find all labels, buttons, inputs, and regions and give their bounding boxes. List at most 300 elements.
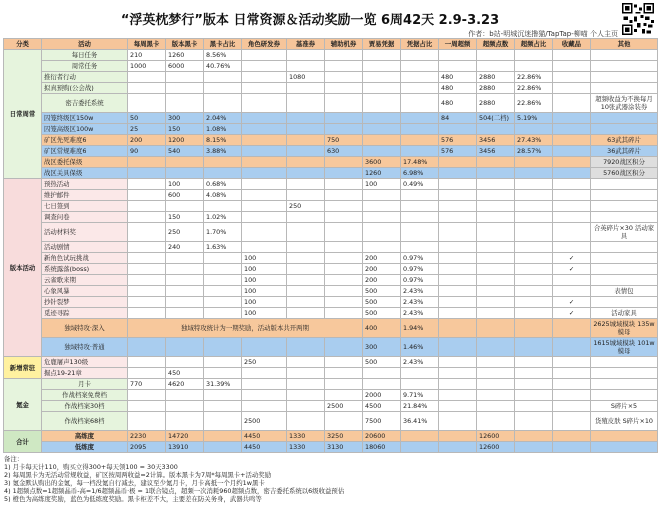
table-row [4,412,658,431]
table-cell [477,190,515,201]
table-cell [591,357,658,368]
table-cell: 4500 [363,401,401,412]
table-cell [325,124,363,135]
table-cell [242,50,287,61]
table-cell: 1260 [166,50,204,61]
table-cell [287,275,325,286]
table-cell [325,242,363,253]
table-row [4,212,658,223]
activity-name: 危鹿屠声130级 [42,357,128,368]
table-cell [401,146,439,157]
table-cell [439,212,477,223]
table-cell [591,379,658,390]
table-cell [287,264,325,275]
table-cell [204,431,242,442]
activity-name: 维护邮件 [42,190,128,201]
table-cell [591,390,658,401]
table-cell [439,124,477,135]
activity-name: 独域特攻·深入 [42,319,128,338]
table-cell: 1.63% [204,242,242,253]
table-cell: ✓ [553,253,591,264]
table-cell [166,168,204,179]
table-cell [515,212,553,223]
table-cell [363,135,401,146]
activity-name: 活动剧情 [42,242,128,253]
table-cell [439,357,477,368]
table-cell [477,253,515,264]
table-row [4,61,658,72]
table-cell [477,223,515,242]
table-cell [242,113,287,124]
table-cell: 1615城域模块 101w模母 [591,338,658,357]
table-cell [515,308,553,319]
table-cell [515,168,553,179]
table-cell: 7920战区积分 [591,157,658,168]
table-cell [591,212,658,223]
activity-name: 囚笼高级区100w [42,124,128,135]
table-cell: 独域特攻统计为一期奖励，活动版本共开两期 [128,319,363,338]
table-cell [477,61,515,72]
table-cell: 22.86% [515,83,553,94]
table-cell: 3130 [325,442,363,453]
table-cell: 3456 [477,135,515,146]
activity-name: 推衍者行动 [42,72,128,83]
table-cell [553,412,591,431]
table-cell [242,179,287,190]
table-cell [439,338,477,357]
category-cell: 日常周常 [4,50,42,179]
table-cell [287,368,325,379]
table-cell [242,94,287,113]
table-cell [401,442,439,453]
table-cell [128,368,166,379]
table-row [4,253,658,264]
table-cell [439,431,477,442]
author-credit: 作者：b站-明城沉迷撸猫/TapTap-柳喵 个人主页 [468,30,618,38]
activity-name: 月卡 [42,379,128,390]
table-cell [477,338,515,357]
table-cell [401,135,439,146]
table-cell [242,146,287,157]
activity-name: 矿区先死难度6 [42,135,128,146]
table-cell [242,135,287,146]
table-cell [242,223,287,242]
table-cell [591,113,658,124]
table-cell [128,412,166,431]
table-cell [166,72,204,83]
table-row [4,379,658,390]
table-cell [287,135,325,146]
table-cell: 2095 [128,442,166,453]
table-cell [166,308,204,319]
table-cell: 2625城域模块 135w模母 [591,319,658,338]
table-cell [128,157,166,168]
table-cell [242,124,287,135]
table-cell: ✓ [553,264,591,275]
table-cell [128,401,166,412]
table-cell [325,83,363,94]
column-header: 角色研发券 [242,39,287,50]
table-cell [363,201,401,212]
table-cell [166,297,204,308]
table-cell [515,190,553,201]
table-cell: 7500 [363,412,401,431]
column-header: 其他 [591,39,658,50]
table-cell [515,242,553,253]
table-cell [591,242,658,253]
table-cell [553,168,591,179]
table-cell [591,201,658,212]
table-cell [515,201,553,212]
table-cell: 150 [166,124,204,135]
header [0,0,660,38]
table-cell [242,201,287,212]
table-cell [128,390,166,401]
table-cell: 1000 [128,61,166,72]
table-cell: 1260 [363,168,401,179]
table-cell: 1200 [166,135,204,146]
table-cell [128,190,166,201]
table-cell: 400 [363,319,401,338]
table-cell: 480 [439,72,477,83]
table-row [4,286,658,297]
table-cell: 12600 [477,431,515,442]
column-header: 分类 [4,39,42,50]
table-cell: 2.43% [401,357,439,368]
table-cell [553,431,591,442]
table-row [4,201,658,212]
column-header: 超频点数 [477,39,515,50]
table-cell [204,157,242,168]
activity-name: 周常任务 [42,61,128,72]
table-cell: 14720 [166,431,204,442]
table-cell: 100 [242,275,287,286]
table-cell [477,124,515,135]
table-row [4,338,658,357]
table-cell [553,275,591,286]
table-cell [515,253,553,264]
table-row [4,368,658,379]
table-cell: 100 [363,179,401,190]
column-header: 活动 [42,39,128,50]
table-cell [204,201,242,212]
table-cell [287,157,325,168]
activity-name: 拟真预购(公会战) [42,83,128,94]
table-cell: 活动家具 [591,308,658,319]
table-cell [401,242,439,253]
table-cell [242,72,287,83]
table-cell [287,190,325,201]
table-cell [242,368,287,379]
table-cell [553,442,591,453]
table-cell: 36武其碎片 [591,146,658,157]
table-cell [287,124,325,135]
table-cell: 18060 [363,442,401,453]
activity-name: 系统露落(boss) [42,264,128,275]
table-cell [401,72,439,83]
table-cell: 22.86% [515,94,553,113]
table-cell [287,253,325,264]
table-cell [242,401,287,412]
table-cell [401,431,439,442]
table-cell [166,83,204,94]
table-cell [515,319,553,338]
table-cell [325,94,363,113]
table-cell [401,61,439,72]
table-cell: 0.68% [204,179,242,190]
table-cell [325,379,363,390]
table-cell [553,319,591,338]
table-cell [128,242,166,253]
table-cell [401,368,439,379]
category-cell: 氪金 [4,379,42,431]
table-cell [287,308,325,319]
table-cell [515,157,553,168]
table-cell [553,242,591,253]
table-cell [553,368,591,379]
table-cell [553,201,591,212]
table-cell [477,212,515,223]
note-line: 1) 月卡每天计110，购买立得300+每天领100 = 30天3300 [4,463,178,471]
table-cell [128,212,166,223]
table-cell [515,368,553,379]
table-cell: 27.43% [515,135,553,146]
activity-name: 低练度 [42,442,128,453]
table-cell [591,264,658,275]
table-cell [204,357,242,368]
table-cell: 0.97% [401,264,439,275]
table-cell [287,297,325,308]
table-cell [477,179,515,190]
table-cell [204,275,242,286]
activity-name: 预热活动 [42,179,128,190]
table-cell: 770 [128,379,166,390]
table-cell [242,157,287,168]
activity-name: 高练度 [42,431,128,442]
table-cell: 6000 [166,61,204,72]
table-cell [166,412,204,431]
table-cell [477,275,515,286]
table-cell [242,242,287,253]
table-cell [439,168,477,179]
table-cell [439,201,477,212]
table-cell [477,412,515,431]
table-cell [515,223,553,242]
note-line: 备注： [4,455,24,463]
table-cell: 210 [128,50,166,61]
notes-section [4,455,644,503]
table-cell: 5.19% [515,113,553,124]
table-cell: 2.43% [401,297,439,308]
table-cell: 450 [166,368,204,379]
table-cell [477,401,515,412]
table-cell [439,242,477,253]
table-cell [363,83,401,94]
table-cell [477,286,515,297]
table-cell [287,179,325,190]
table-cell: 17.48% [401,157,439,168]
table-cell [363,61,401,72]
table-cell [439,412,477,431]
table-cell: 100 [242,286,287,297]
table-cell [439,264,477,275]
table-cell [128,94,166,113]
table-cell [204,264,242,275]
table-cell [591,124,658,135]
table-cell [287,168,325,179]
table-row [4,72,658,83]
table-cell [553,83,591,94]
table-cell [287,94,325,113]
table-cell [477,297,515,308]
table-row [4,223,658,242]
table-cell [325,157,363,168]
table-row [4,135,658,146]
table-cell [166,338,204,357]
column-header: 基准券 [287,39,325,50]
table-cell: 3456 [477,146,515,157]
table-cell: 8.56% [204,50,242,61]
table-cell: S碎片×5 [591,401,658,412]
table-cell: 500 [363,297,401,308]
column-header: 凭据占比 [401,39,439,50]
table-cell [204,390,242,401]
activity-name: 活动材料奖 [42,223,128,242]
table-cell [515,338,553,357]
table-cell [401,113,439,124]
table-cell [325,357,363,368]
table-cell [204,442,242,453]
table-cell [363,379,401,390]
table-cell [325,275,363,286]
table-row [4,431,658,442]
activity-name: 战区委托保级 [42,157,128,168]
table-cell [477,390,515,401]
table-cell [204,338,242,357]
table-cell [439,442,477,453]
table-row [4,357,658,368]
table-cell [204,401,242,412]
table-cell [439,253,477,264]
table-cell: ✓ [553,297,591,308]
table-cell [128,83,166,94]
activity-name: 云雀歌来期 [42,275,128,286]
resource-table [3,38,658,453]
table-cell [325,264,363,275]
note-line: 4) 1超频点数=1超频晶币-高=1/6超频晶币·极 = 1联合镜点，超频一次消耗960超频点数，密吉委托系统以6级收益预估 [4,487,345,495]
table-cell [439,223,477,242]
activity-name: 心象风暴 [42,286,128,297]
table-cell [439,319,477,338]
table-cell: 31.39% [204,379,242,390]
table-cell [287,390,325,401]
column-header: 一周超频 [439,39,477,50]
table-cell [477,308,515,319]
table-cell [515,357,553,368]
table-row [4,308,658,319]
table-cell: 3600 [363,157,401,168]
activity-name: 作战档案30档 [42,401,128,412]
table-cell [477,379,515,390]
table-cell [553,223,591,242]
table-cell [128,201,166,212]
table-cell [553,94,591,113]
table-cell [204,308,242,319]
table-cell [553,390,591,401]
column-header: 收藏品 [553,39,591,50]
table-cell [166,157,204,168]
table-cell [401,190,439,201]
table-cell: 8.15% [204,135,242,146]
activity-name: 作战档案免费档 [42,390,128,401]
table-cell: 13910 [166,442,204,453]
table-cell [287,83,325,94]
table-cell: 250 [287,201,325,212]
table-row [4,190,658,201]
table-cell [515,412,553,431]
table-cell: 1330 [287,442,325,453]
table-cell: 21.84% [401,401,439,412]
table-cell [204,168,242,179]
column-header: 版本黑卡 [166,39,204,50]
table-row [4,83,658,94]
table-cell [477,357,515,368]
table-cell [553,338,591,357]
table-cell [242,379,287,390]
table-cell [325,50,363,61]
table-cell [325,190,363,201]
table-cell [166,357,204,368]
table-cell: 表情包 [591,286,658,297]
table-cell [515,442,553,453]
table-cell [401,83,439,94]
table-cell [439,286,477,297]
table-cell [128,223,166,242]
table-cell [128,357,166,368]
table-cell [128,168,166,179]
table-cell [439,368,477,379]
table-row [4,442,658,453]
table-cell [325,113,363,124]
table-cell [363,50,401,61]
table-cell: 100 [242,308,287,319]
table-cell: 2880 [477,83,515,94]
table-cell [553,401,591,412]
table-cell [477,50,515,61]
table-cell [287,223,325,242]
table-cell [439,401,477,412]
table-cell: 250 [242,357,287,368]
table-cell: 300 [166,113,204,124]
table-cell [515,50,553,61]
table-cell [204,94,242,113]
table-cell: 9.71% [401,390,439,401]
table-cell [325,286,363,297]
table-cell [128,179,166,190]
table-cell [401,50,439,61]
table-cell [166,286,204,297]
table-cell [553,50,591,61]
table-cell: 3.88% [204,146,242,157]
table-cell [325,61,363,72]
table-cell: 540 [166,146,204,157]
table-cell: 0.97% [401,253,439,264]
note-line: 2) 每周黑卡为无活动常规收益，矿区按周两收益=2计算。版本黑卡为7周*每周黑卡+活动奖励 [4,471,272,479]
table-cell [287,286,325,297]
note-line: 3) 氪金默认购出的金氪，每一档没氪自行减去，建议至少氪月卡，月卡高抵一个月约1w黑卡 [4,479,265,487]
table-cell [591,190,658,201]
table-cell: 630 [325,146,363,157]
